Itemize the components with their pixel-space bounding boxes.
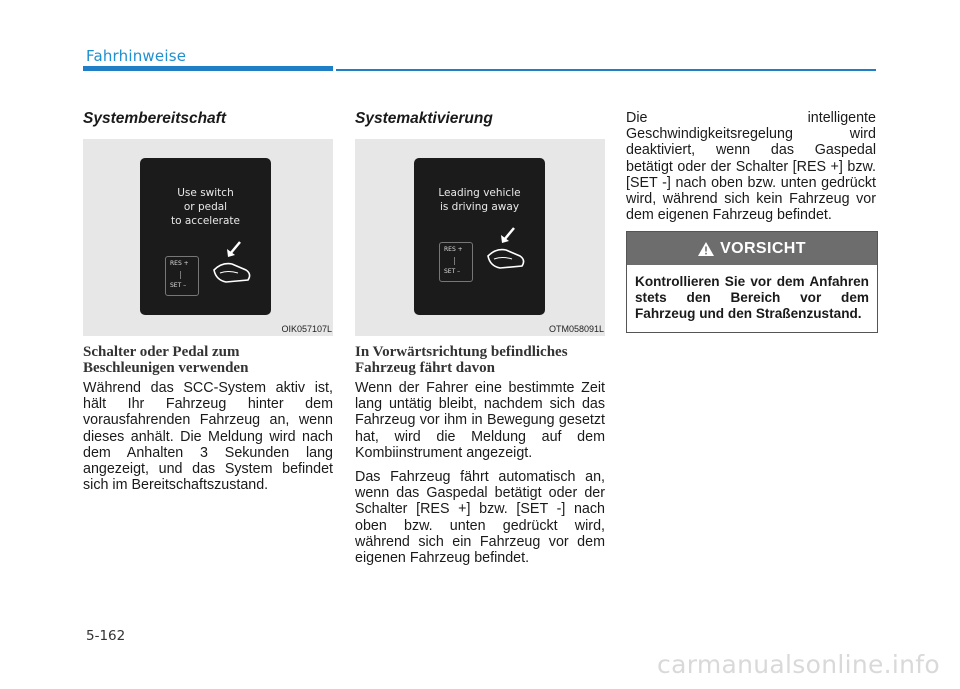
- activation-paragraph-2: Das Fahrzeug fährt automatisch an, wenn das Gaspedal betätigt oder der Schalter [RES +] bzw. [SET -] nach oben bzw. unten gedrückt wird, während sich ein Fahrzeug vor dem eigenen Fahrzeug befindet.: [355, 469, 605, 567]
- activation-figure: [355, 139, 605, 336]
- caution-box: [626, 231, 878, 333]
- activation-paragraph-1: Wenn der Fahrer eine bestimmte Zeit lang untätig bleibt, nachdem sich das Fahrzeug vor ihm in Bewegung gesetzt hat, wird die Meldung auf dem Kombiinstrument angezeigt.: [355, 380, 605, 461]
- standby-subheading: Schalter oder Pedal zum Beschleunigen verwenden: [83, 344, 249, 376]
- column-standby: [83, 110, 333, 501]
- figure-code: OIK057107L: [281, 324, 332, 334]
- res-label: RES +: [170, 260, 189, 267]
- cluster-display: [414, 158, 545, 315]
- standby-figure: [83, 139, 333, 336]
- section-title: Fahrhinweise: [86, 47, 187, 65]
- watermark: carmanualsonline.info: [657, 650, 940, 679]
- standby-heading: Systembereitschaft: [83, 110, 227, 127]
- caution-text: Kontrollieren Sie vor dem Anfahren stets den Bereich vor dem Fahrzeug und den Straßenzustand.: [635, 274, 869, 322]
- res-set-switch: [165, 256, 199, 296]
- accelerator-pedal-icon: [482, 226, 532, 276]
- standby-paragraph: Während das SCC-System aktiv ist, hält Ihr Fahrzeug hinter dem vorausfahrenden Fahrzeug an, wenn dieses anhält. Die Meldung wird nach dem Anhalten 3 Sekunden lang angezeigt, und das System befindet sich im Bereitschaftszustand.: [83, 380, 333, 494]
- res-set-switch: [439, 242, 473, 282]
- header-rule-thin: [336, 69, 876, 71]
- page-number: 5-162: [86, 628, 126, 644]
- activation-subheading: In Vorwärtsrichtung befindliches Fahrzeug fährt davon: [355, 344, 568, 376]
- activation-heading: Systemaktivierung: [355, 110, 493, 127]
- header-rule-thick: [83, 66, 333, 71]
- figure-code: OTM058091L: [548, 324, 604, 334]
- column-deactivation: [626, 110, 876, 333]
- set-label: SET –: [170, 282, 187, 289]
- warning-triangle-icon: [698, 242, 714, 256]
- caution-header: [627, 232, 877, 265]
- column-activation: [355, 110, 605, 574]
- display-message: Use switch or pedal to accelerate: [170, 187, 241, 227]
- accelerator-pedal-icon: [208, 240, 258, 290]
- deactivation-paragraph: Die intelligente Geschwindigkeitsregelung wird deaktiviert, wenn das Gaspedal betätigt oder der Schalter [RES +] bzw. [SET -] nach oben bzw. unten gedrückt wird, während sich kein Fahrzeug vor dem eigenen Fahrzeug befindet.: [626, 110, 876, 224]
- cluster-display: [140, 158, 271, 315]
- caution-title: VORSICHT: [720, 239, 806, 257]
- set-label: SET –: [444, 268, 461, 275]
- display-message: Leading vehicle is driving away: [438, 187, 521, 213]
- res-label: RES +: [444, 246, 463, 253]
